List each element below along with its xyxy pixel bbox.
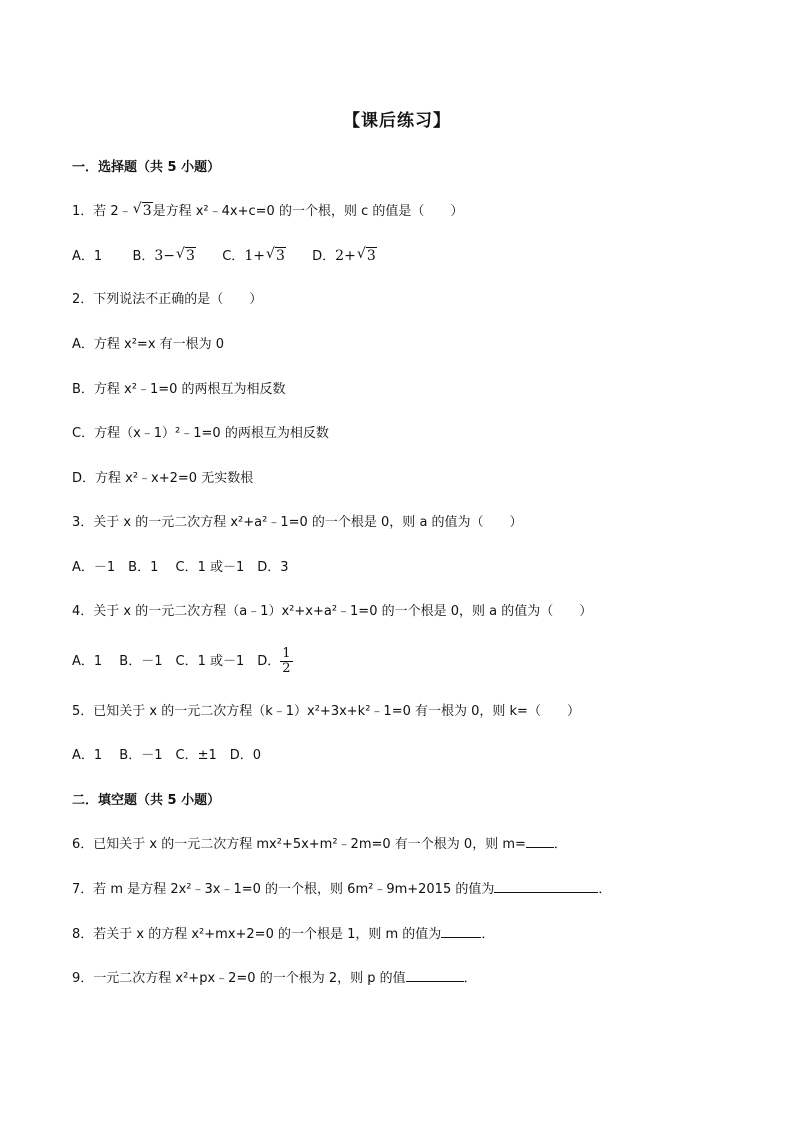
q1-option-d-sqrt xyxy=(357,246,377,267)
q4-option-d-fraction xyxy=(280,647,292,676)
radical-sign-icon: √ xyxy=(265,246,275,262)
question-8 xyxy=(72,925,494,945)
q9-answer-blank[interactable] xyxy=(406,969,464,982)
q1-option-d xyxy=(312,246,377,267)
q8-stem: 8．若关于 x 的方程 x²+mx+2=0 的一个根是 1，则 m 的值为 xyxy=(72,927,442,942)
q1-option-d-label: D． xyxy=(312,249,336,264)
q6-answer-blank[interactable] xyxy=(526,835,554,848)
q3-options: A．－1 B．1 C．1 或－1 D．3 xyxy=(72,560,289,575)
q1-option-c xyxy=(222,246,286,267)
q1-suffix: 是方程 x²﹣4x+c=0 的一个根，则 c 的值是（ ） xyxy=(152,204,464,219)
q1-option-b-label: B． xyxy=(132,249,155,264)
q1-sqrt xyxy=(133,201,153,222)
question-1-options xyxy=(72,246,377,267)
q1-option-b xyxy=(132,246,196,267)
fraction-denominator: 2 xyxy=(282,661,291,676)
q4-options xyxy=(72,647,293,676)
q1-option-d-num: 2+ xyxy=(335,248,356,264)
q6-stem: 6．已知关于 x 的一元二次方程 mx²+5x+m²﹣2m=0 有一个根为 0，则 m= xyxy=(72,837,526,852)
q2-option-b: B．方程 x²﹣1=0 的两根互为相反数 xyxy=(72,382,286,397)
question-2: 2．下列说法不正确的是（ ） xyxy=(72,292,263,307)
q1-option-c-num: 1+ xyxy=(244,248,265,264)
q8-end: ． xyxy=(481,927,495,942)
q6-end: ． xyxy=(553,837,567,852)
radical-sign-icon: √ xyxy=(132,201,142,217)
q1-option-b-sqrt xyxy=(176,246,196,267)
question-9 xyxy=(72,969,477,989)
q2-option-a: A．方程 x²=x 有一根为 0 xyxy=(72,337,225,352)
section-heading-fill: 二．填空题（共 5 小题） xyxy=(72,793,221,808)
radical-sign-icon: √ xyxy=(176,246,185,262)
q1-prefix: 1．若 2﹣ xyxy=(72,204,132,219)
q8-answer-blank[interactable] xyxy=(441,925,481,938)
q1-option-b-radicand: 3 xyxy=(186,248,195,264)
question-4: 4．关于 x 的一元二次方程（a﹣1）x²+x+a²﹣1=0 的一个根是 0，则 a 的值为（ ） xyxy=(72,604,593,619)
q1-option-d-radicand: 3 xyxy=(366,248,376,264)
section-heading-choice: 一．选择题（共 5 小题） xyxy=(72,160,221,175)
q5-options: A．1 B．－1 C．±1 D．0 xyxy=(72,748,262,763)
question-3: 3．关于 x 的一元二次方程 x²+a²﹣1=0 的一个根是 0，则 a 的值为（ ） xyxy=(72,515,523,530)
q1-option-b-op: − xyxy=(163,248,176,264)
q9-stem: 9．一元二次方程 x²+px﹣2=0 的一个根为 2，则 p 的值 xyxy=(72,971,406,986)
q1-radicand: 3 xyxy=(142,203,152,219)
fraction-numerator: 1 xyxy=(282,646,291,661)
q1-option-c-label: C． xyxy=(222,249,245,264)
page-title: 【课后练习】 xyxy=(343,111,451,131)
question-5: 5．已知关于 x 的一元二次方程（k﹣1）x²+3x+k²﹣1=0 有一根为 0，则 k=（ ） xyxy=(72,704,580,719)
q4-options-text: A．1 B．－1 C．1 或－1 D． xyxy=(72,654,281,669)
q7-answer-blank[interactable] xyxy=(494,880,598,893)
question-6 xyxy=(72,835,567,855)
q7-end: ． xyxy=(598,882,612,897)
q2-option-c: C．方程（x﹣1）²﹣1=0 的两根互为相反数 xyxy=(72,426,329,441)
q1-option-c-radicand: 3 xyxy=(275,248,285,264)
q2-option-d: D．方程 x²﹣x+2=0 无实数根 xyxy=(72,471,254,486)
q1-option-a: A．1 xyxy=(72,249,103,264)
q1-option-b-num: 3 xyxy=(154,248,164,264)
q9-end: ． xyxy=(463,971,477,986)
question-1 xyxy=(72,201,463,222)
q7-stem: 7．若 m 是方程 2x²﹣3x﹣1=0 的一个根，则 6m²﹣9m+2015 的值为 xyxy=(72,882,495,897)
radical-sign-icon: √ xyxy=(356,246,366,262)
q1-option-c-sqrt xyxy=(266,246,286,267)
question-7 xyxy=(72,880,611,900)
